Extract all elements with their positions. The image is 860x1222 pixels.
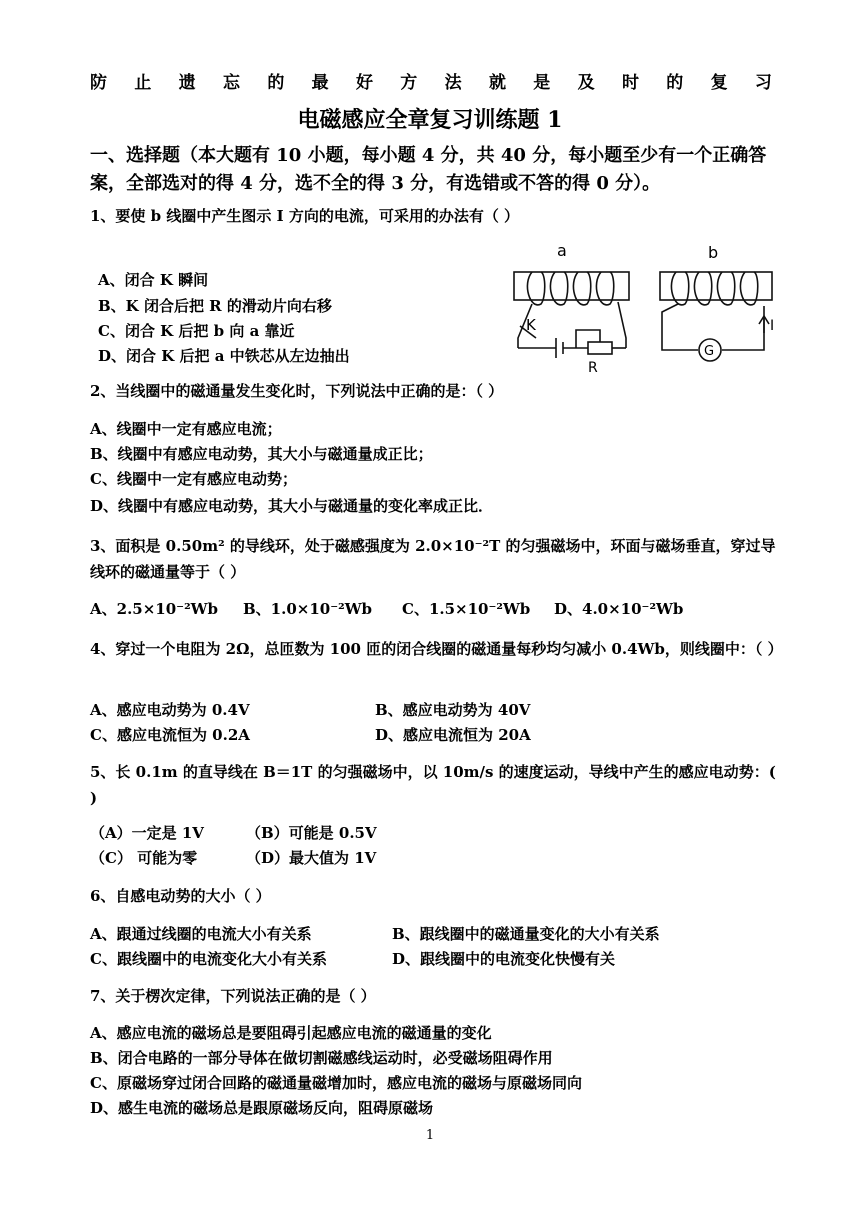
question-2-stem: 2、当线圈中的磁通量发生变化时，下列说法中正确的是：（ ） — [90, 382, 504, 400]
question-4-stem: 4、穿过一个电阻为 2Ω，总匝数为 100 匝的闭合线圈的磁通量每秒均匀减小 0.4Wb，则线圈中：（ ） — [90, 640, 783, 658]
coil-b-label: b — [708, 243, 719, 262]
q5-option-b: （B）可能是 0.5V — [246, 824, 377, 842]
q1-option-d: D、闭合 K 后把 a 中铁芯从左边抽出 — [98, 347, 350, 365]
q5-option-c: （C） 可能为零 — [90, 849, 198, 867]
galvanometer-label: G — [704, 344, 715, 359]
motto-char: 好 — [355, 73, 373, 93]
motto-char: 忘 — [222, 73, 240, 93]
page-number: 1 — [425, 1128, 435, 1143]
motto — [90, 68, 772, 93]
motto-char: 防 — [90, 73, 107, 93]
motto-char: 方 — [400, 73, 418, 93]
motto-char: 遗 — [178, 73, 196, 93]
q1-option-c: C、闭合 K 后把 b 向 a 靠近 — [98, 322, 295, 340]
motto-char: 及 — [577, 73, 595, 93]
page-title: 电磁感应全章复习训练题 1 — [297, 107, 563, 133]
coil-a-label: a — [557, 241, 567, 260]
motto-char: 就 — [488, 73, 506, 93]
q6-option-d: D、跟线圈中的电流变化快慢有关 — [392, 950, 616, 968]
q3-option-c: C、1.5×10⁻²Wb — [402, 600, 531, 618]
q6-option-a: A、跟通过线圈的电流大小有关系 — [90, 925, 312, 943]
question-1-stem: 1、要使 b 线圈中产生图示 I 方向的电流，可采用的办法有（ ） — [90, 207, 520, 225]
q7-option-d: D、感生电流的磁场总是跟原磁场反向，阻碍原磁场 — [90, 1099, 434, 1117]
q6-option-c: C、跟线圈中的电流变化大小有关系 — [90, 950, 327, 968]
q2-option-a: A、线圈中一定有感应电流； — [90, 420, 282, 438]
q5-option-a: （A）一定是 1V — [90, 824, 204, 842]
q2-option-d: D、线圈中有感应电动势，其大小与磁通量的变化率成正比． — [90, 497, 494, 515]
section-heading: 一、选择题（本大题有 10 小题，每小题 4 分，共 40 分，每小题至少有一个正确答案，全部选对的得 4 分，选不全的得 3 分，有选错或不答的得 0 分）。 — [90, 145, 767, 194]
q7-option-c: C、原磁场穿过闭合回路的磁通量磁增加时，感应电流的磁场与原磁场同向 — [90, 1074, 582, 1092]
question-6-stem: 6、自感电动势的大小（ ） — [90, 887, 271, 905]
switch-k-label: K — [526, 316, 536, 334]
q5-option-d: （D）最大值为 1V — [246, 849, 377, 867]
q3-option-b: B、1.0×10⁻²Wb — [243, 600, 373, 618]
q1-option-b: B、K 闭合后把 R 的滑动片向右移 — [98, 297, 332, 315]
question-5-stem: 5、长 0.1m 的直导线在 B＝1T 的匀强磁场中，以 10m/s 的速度运动，导线中产生的感应电动势：( ) — [90, 763, 776, 807]
q1-option-a: A、闭合 K 瞬间 — [98, 271, 209, 289]
motto-char: 时 — [621, 73, 639, 93]
q2-option-c: C、线圈中一定有感应电动势； — [90, 470, 297, 488]
q4-option-a: A、感应电动势为 0.4V — [90, 701, 250, 719]
motto-char: 最 — [311, 73, 329, 93]
q3-option-d: D、4.0×10⁻²Wb — [554, 600, 684, 618]
question-3-stem: 3、面积是 0.50m² 的导线环，处于磁感强度为 2.0×10⁻²T 的匀强磁场中，环面与磁场垂直，穿过导线环的磁通量等于（ ） — [90, 537, 776, 581]
coil-circuit-diagram — [508, 238, 778, 378]
q7-option-a: A、感应电流的磁场总是要阻碍引起感应电流的磁通量的变化 — [90, 1024, 492, 1042]
motto-char: 复 — [710, 73, 728, 93]
q7-option-b: B、闭合电路的一部分导体在做切割磁感线运动时，必受磁场阻碍作用 — [90, 1049, 553, 1067]
q6-option-b: B、跟线圈中的磁通量变化的大小有关系 — [392, 925, 660, 943]
q4-option-b: B、感应电动势为 40V — [375, 701, 531, 719]
question-7-stem: 7、关于楞次定律，下列说法正确的是（ ） — [90, 987, 376, 1005]
q4-option-c: C、感应电流恒为 0.2A — [90, 726, 250, 744]
current-i-label: I — [770, 318, 775, 334]
motto-char: 止 — [134, 73, 152, 93]
motto-char: 是 — [533, 73, 551, 93]
motto-char: 的 — [666, 73, 684, 93]
motto-char: 的 — [267, 73, 285, 93]
q4-option-d: D、感应电流恒为 20A — [375, 726, 531, 744]
q3-option-a: A、2.5×10⁻²Wb — [90, 600, 218, 618]
motto-char: 法 — [444, 73, 462, 93]
resistor-r-label: R — [588, 360, 598, 376]
q2-option-b: B、线圈中有感应电动势，其大小与磁通量成正比； — [90, 445, 433, 463]
motto-char: 习 — [754, 73, 772, 93]
